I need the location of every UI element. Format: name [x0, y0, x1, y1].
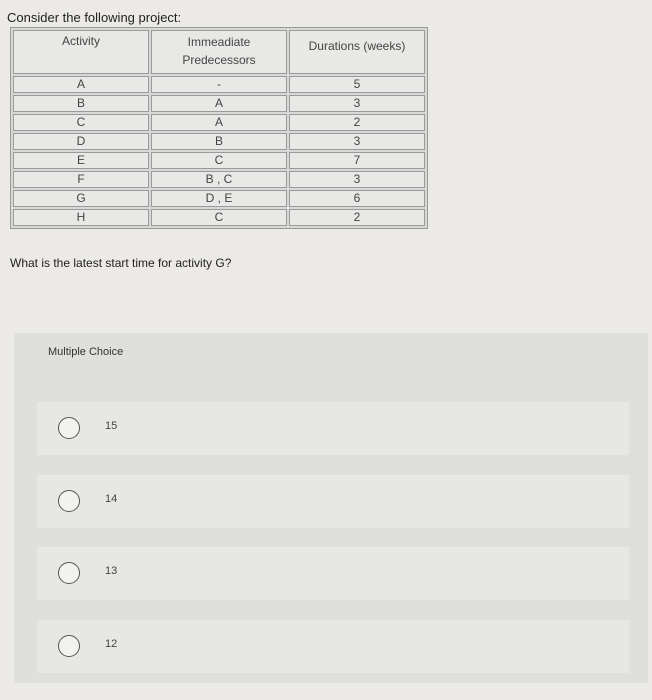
- table-row: [13, 114, 425, 131]
- choice-label: 14: [105, 493, 118, 505]
- choice-option[interactable]: [37, 547, 629, 600]
- table-row: [13, 95, 425, 112]
- table-row: [13, 190, 425, 207]
- choice-label: 15: [105, 420, 118, 432]
- project-table: [10, 27, 428, 229]
- column-header: Durations (weeks): [289, 30, 425, 74]
- table-cell: 3: [289, 95, 425, 112]
- multiple-choice-label: Multiple Choice: [48, 346, 124, 358]
- table-row: [13, 209, 425, 226]
- choice-label: 12: [105, 638, 118, 650]
- choice-label: 13: [105, 565, 118, 577]
- table-cell: 3: [289, 133, 425, 150]
- table-cell: B: [151, 133, 287, 150]
- question-text: What is the latest start time for activity G?: [10, 256, 232, 270]
- table-cell: G: [13, 190, 149, 207]
- choice-option[interactable]: [37, 620, 629, 673]
- table-cell: 2: [289, 209, 425, 226]
- table-cell: 6: [289, 190, 425, 207]
- table-cell: E: [13, 152, 149, 169]
- column-header: Activity: [13, 30, 149, 74]
- radio-button[interactable]: [58, 417, 80, 439]
- table-cell: C: [13, 114, 149, 131]
- table-row: [13, 152, 425, 169]
- table-cell: 3: [289, 171, 425, 188]
- table-cell: -: [151, 76, 287, 93]
- table-cell: H: [13, 209, 149, 226]
- table-cell: A: [151, 95, 287, 112]
- table-cell: D: [13, 133, 149, 150]
- radio-button[interactable]: [58, 635, 80, 657]
- table-cell: A: [151, 114, 287, 131]
- table-row: [13, 171, 425, 188]
- table-cell: B: [13, 95, 149, 112]
- intro-text: Consider the following project:: [7, 10, 182, 25]
- choice-option[interactable]: [37, 475, 629, 528]
- table-cell: 7: [289, 152, 425, 169]
- table-cell: F: [13, 171, 149, 188]
- radio-button[interactable]: [58, 490, 80, 512]
- table-cell: A: [13, 76, 149, 93]
- table-cell: C: [151, 209, 287, 226]
- table-row: [13, 76, 425, 93]
- table-cell: D , E: [151, 190, 287, 207]
- table-cell: 2: [289, 114, 425, 131]
- table-cell: B , C: [151, 171, 287, 188]
- radio-button[interactable]: [58, 562, 80, 584]
- table-cell: C: [151, 152, 287, 169]
- multiple-choice-panel: [14, 333, 648, 683]
- column-header: Immeadiate Predecessors: [151, 30, 287, 74]
- table-row: [13, 133, 425, 150]
- choice-option[interactable]: [37, 402, 629, 455]
- table-cell: 5: [289, 76, 425, 93]
